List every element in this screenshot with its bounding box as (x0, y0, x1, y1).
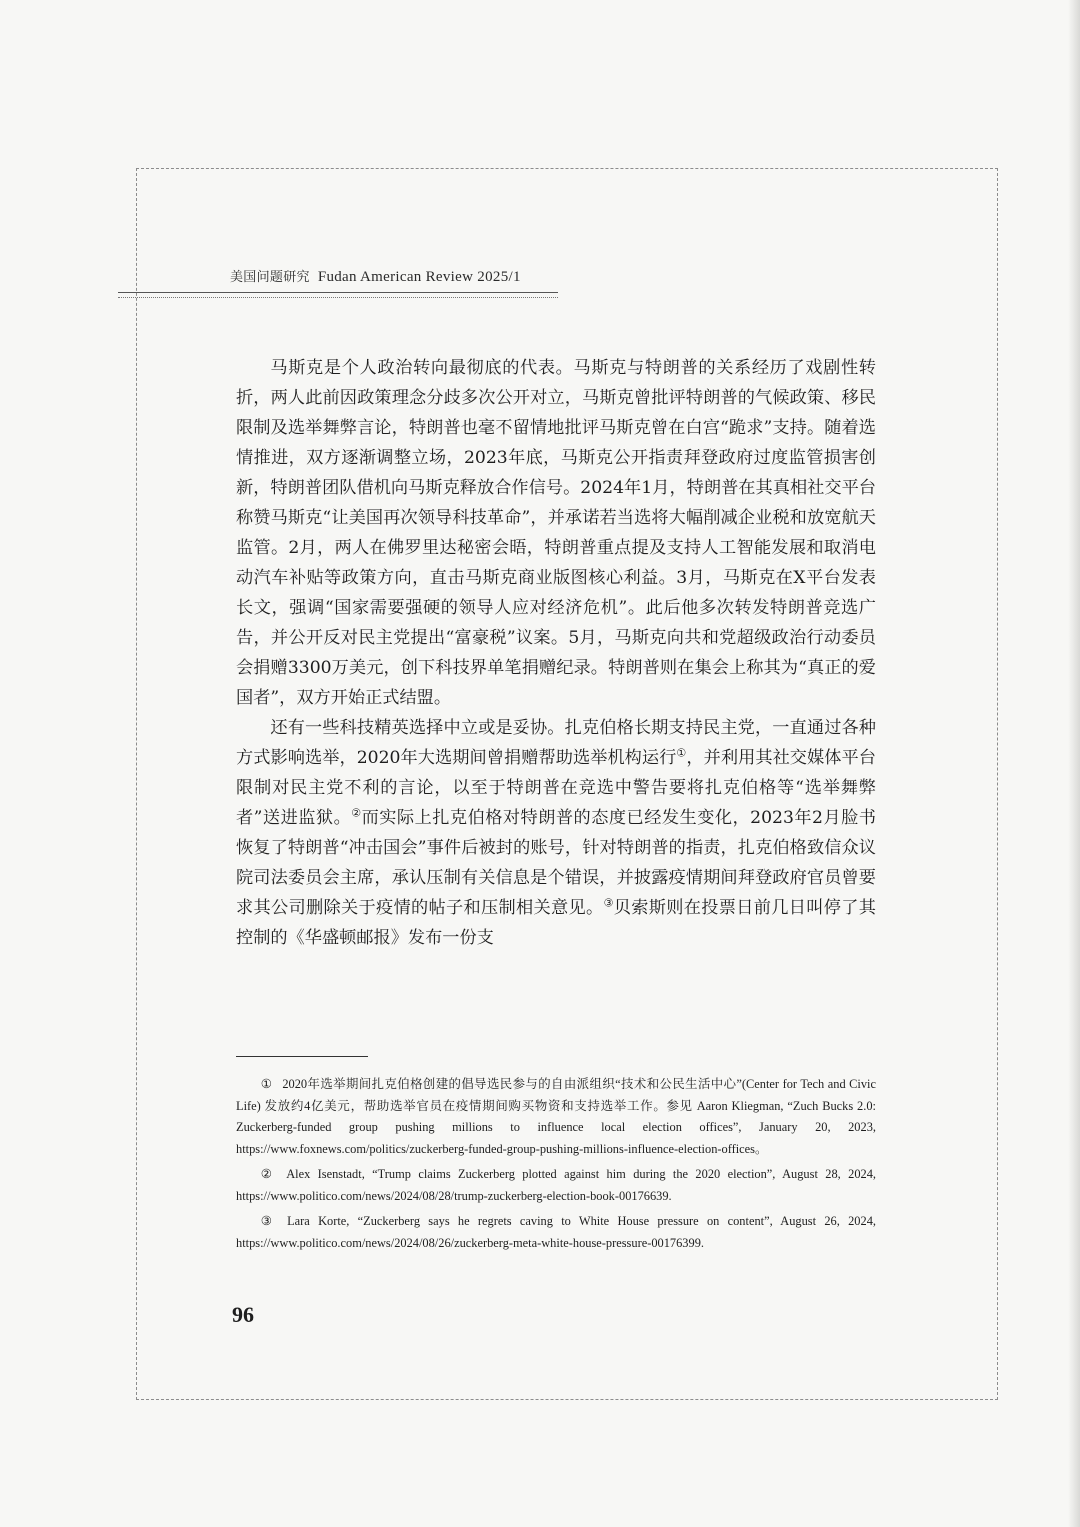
footnote-reference[interactable]: ② (351, 806, 362, 820)
body-paragraph (236, 353, 876, 713)
body-paragraph (236, 713, 876, 953)
paragraph-text: 贝索斯则在投票日前几日叫停了其控制的《华盛顿邮报》发布一份支 (236, 898, 876, 948)
page-edge-shadow (1068, 0, 1080, 1527)
footnotes (236, 1074, 876, 1258)
footnote-text: 2020年选举期间扎克伯格创建的倡导选民参与的自由派组织“技术和公民生活中心”(Center for Tech and Civic Life) 发放约4亿美元，帮助选举官员在疫情期间购买物资和支持选举工作。参见 Aaron Kliegman, “Zuch Bucks 2.0: Zuckerberg-funded group pushing millions to influence local election offices”, January 20, 2023, https://www.foxnews.com/politics/zuckerberg-funded-group-pushing-millions-influence-election-offices。 (236, 1077, 877, 1156)
footnote-mark: ③ (260, 1214, 278, 1228)
paragraph-text: 马斯克是个人政治转向最彻底的代表。马斯克与特朗普的关系经历了戏剧性转折，两人此前因政策理念分歧多次公开对立，马斯克曾批评特朗普的气候政策、移民限制及选举舞弊言论，特朗普也毫不留情地批评马斯克曾在白宫“跪求”支持。随着选情推进，双方逐渐调整立场，2023年底，马斯克公开指责拜登政府过度监管损害创新，特朗普团队借机向马斯克释放合作信号。2024年1月，特朗普在其真相社交平台称赞马斯克“让美国再次领导科技革命”，并承诺若当选将大幅削减企业税和放宽航天监管。2月，两人在佛罗里达秘密会晤，特朗普重点提及支持人工智能发展和取消电动汽车补贴等政策方向，直击马斯克商业版图核心利益。3月，马斯克在X平台发表长文，强调“国家需要强硬的领导人应对经济危机”。此后他多次转发特朗普竞选广告，并公开反对民主党提出“富豪税”议案。5月，马斯克向共和党超级政治行动委员会捐赠3300万美元，创下科技界单笔捐赠纪录。特朗普则在集会上称其为“真正的爱国者”，双方开始正式结盟。 (236, 358, 876, 708)
journal-name-en: Fudan American Review 2025/1 (317, 269, 521, 285)
journal-name-cn: 美国问题研究 (230, 270, 310, 285)
body-text (236, 353, 876, 953)
footnote-mark: ① (260, 1077, 273, 1091)
page-number: 96 (232, 1302, 254, 1327)
header-rule (118, 292, 558, 298)
paragraph-text: 还有一些科技精英选择中立或是妥协。扎克伯格长期支持民主党，一直通过各种方式影响选举，2020年大选期间曾捐赠帮助选举机构运行 (236, 718, 876, 768)
footnote (236, 1211, 876, 1254)
footnote-reference[interactable]: ① (676, 746, 687, 760)
footnote-reference[interactable]: ③ (603, 896, 614, 910)
footnote (236, 1074, 876, 1160)
paragraph-text: 而实际上扎克伯格对特朗普的态度已经发生变化，2023年2月脸书恢复了特朗普“冲击国会”事件后被封的账号，针对特朗普的指责，扎克伯格致信众议院司法委员会主席，承认压制有关信息是个错误，并披露疫情期间拜登政府官员曾要求其公司删除关于疫情的帖子和压制相关意见。 (236, 808, 876, 918)
footnote-separator (236, 1056, 368, 1057)
footnote-mark: ② (260, 1167, 277, 1181)
running-header (230, 266, 521, 286)
footnote-text: Lara Korte, “Zuckerberg says he regrets caving to White House pressure on content”, August 26, 2024, https://www.politico.com/news/2024/08/26/zuckerberg-meta-white-house-pressure-00176399. (236, 1214, 876, 1250)
paragraph-text: ，并利用其社交媒体平台限制对民主党不利的言论，以至于特朗普在竞选中警告要将扎克伯格等“选举舞弊者”送进监狱。 (236, 748, 876, 828)
footnote-text: Alex Isenstadt, “Trump claims Zuckerberg plotted against him during the 2020 election”, August 28, 2024, https://www.politico.com/news/2024/08/28/trump-zuckerberg-election-book-00176639. (236, 1167, 877, 1203)
footnote (236, 1164, 876, 1207)
